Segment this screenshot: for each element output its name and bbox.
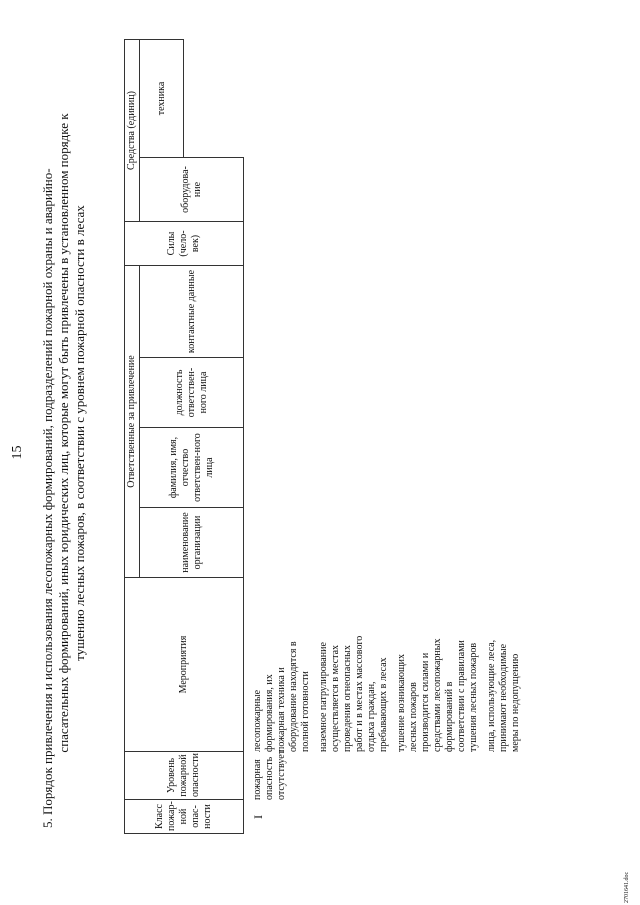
header-responsible: Ответственные за привлечение — [125, 266, 140, 578]
header-measures: Мероприятия — [125, 578, 244, 752]
measure-item: лица, использующие леса, принимают необходимые меры по недопущению — [486, 639, 521, 752]
header-technics: техника — [140, 40, 184, 158]
measure-item: лесопожарные формирования, их пожарная техника и оборудование находятся в полной готовности — [252, 641, 311, 752]
header-klass: Класс пожар-ной опас-ности — [125, 800, 244, 834]
row-measures — [252, 634, 528, 752]
file-code: 2701641.doc — [624, 871, 630, 903]
section-heading — [40, 38, 88, 828]
row-level: пожарная опасность отсутствует — [252, 749, 287, 800]
header-contacts: контактные данные — [140, 266, 244, 358]
header-level: Уровень пожарной опасности — [125, 752, 244, 800]
header-fio: фамилия, имя, отчество ответствен-ного лица — [140, 428, 244, 508]
header-technics-spacer — [184, 40, 244, 158]
fire-resources-table — [124, 39, 244, 834]
measure-item: тушение возникающих лесных пожаров производится силами и средствами лесопожарных формирований в соответствии с правилами тушения лесных пожаров — [396, 638, 479, 752]
row-klass: I — [251, 815, 265, 819]
header-org-name: наименование организации — [140, 508, 244, 578]
page-number: 15 — [10, 445, 25, 460]
header-forces: Силы (чело-век) — [125, 222, 244, 266]
header-equipment: оборудова-ние — [140, 158, 244, 222]
header-means: Средства (единиц) — [125, 40, 140, 222]
heading-line-2: спасательных формирований, иных юридических лиц, которые могут быть привлечены в установленном порядке к — [56, 113, 71, 753]
heading-line-1: 5. Порядок привлечения и использования лесопожарных формирований, подразделений пожарной охраны и аварийно- — [40, 168, 55, 828]
measure-item: наземное патрулирование осуществляется в местах проведения огнеопасных работ и в местах массового отдыха граждан, пребывающих в лесах — [318, 635, 389, 752]
heading-line-3: тушению лесных пожаров, в соответствии с уровнем пожарной опасности в лесах — [72, 205, 87, 661]
header-position: должность ответствен-ного лица — [140, 358, 244, 428]
